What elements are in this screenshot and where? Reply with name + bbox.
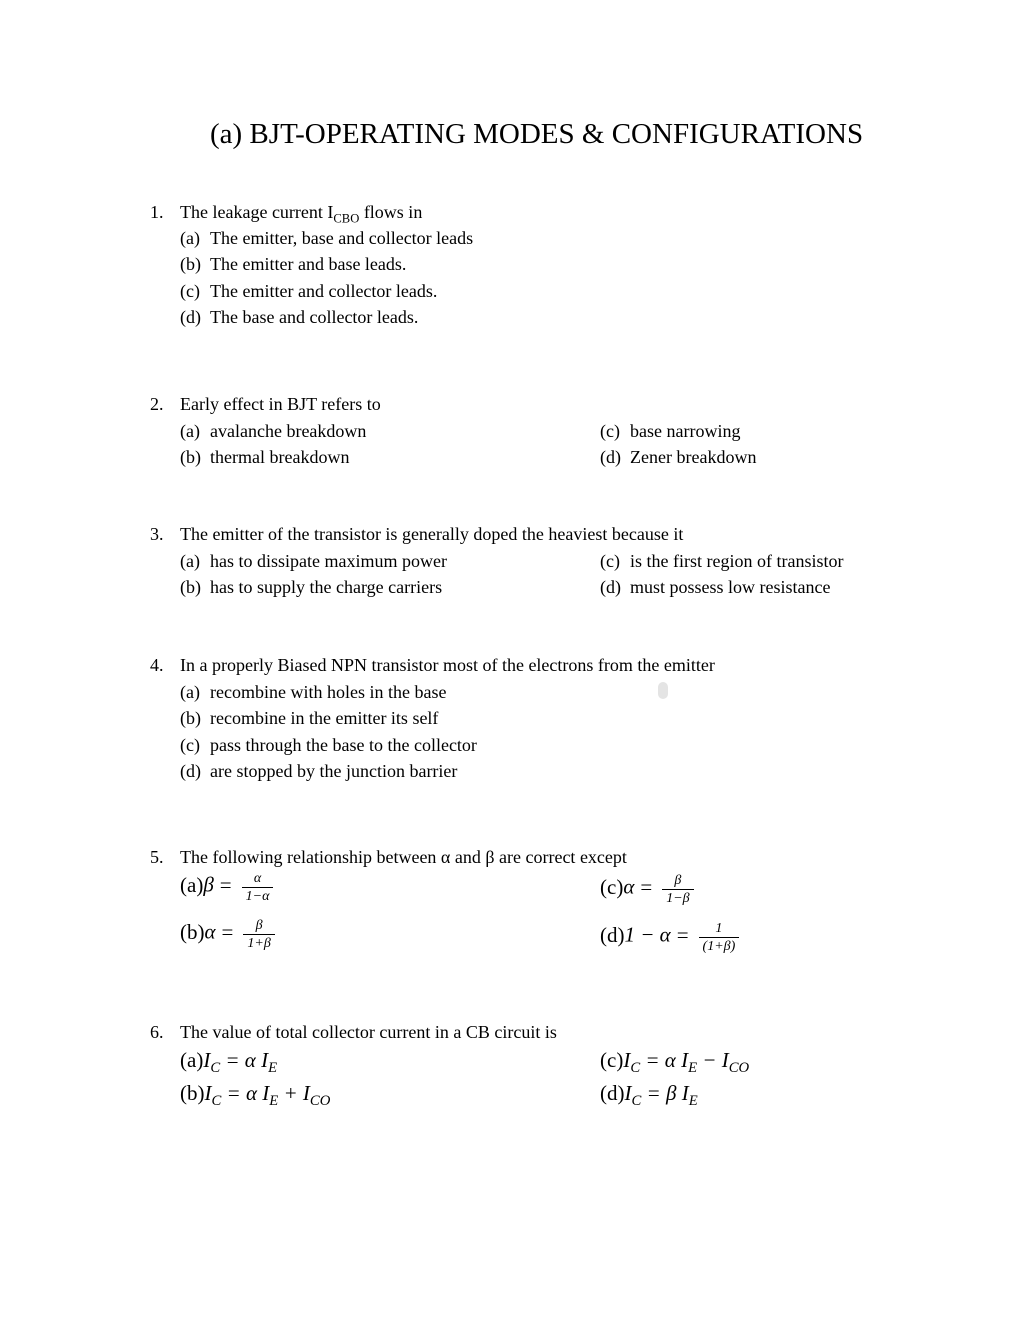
question-text: The leakage current $I_{CBO}$ flows in [180,202,423,226]
option-d: (d) Zener breakdown [600,447,757,467]
question-number: 4. [150,655,164,675]
option-d: (d) The base and collector leads. [180,307,419,327]
option-c: (c) is the first region of transistor [600,551,844,571]
option-c: $(c)I_C = \alpha$ $I_E - I_{CO}$ [600,1048,750,1077]
option-c: (c) The emitter and collector leads. [180,281,438,301]
option-a: (a) recombine with holes in the base [180,682,447,702]
scroll-indicator [658,682,668,699]
option-a: (a) has to dissipate maximum power [180,551,447,571]
page-title: (a) BJT-OPERATING MODES & CONFIGURATIONS [210,118,864,150]
option-c: (c) pass through the base to the collector [180,735,477,755]
option-b: $(b)I_C = \alpha$ $I_E + I_{CO}$ [180,1081,331,1110]
option-a: (a)β = $\frac{\alpha}{1-\alpha}$ [180,870,273,905]
question-number: 6. [150,1022,164,1042]
question-text: The following relationship between α and β are correct except [180,847,627,867]
option-d: $(d)I_C = \beta$ $I_E$ [600,1081,698,1110]
option-d: (d) must possess low resistance [600,577,831,597]
question-text: In a properly Biased NPN transistor most of the electrons from the emitter [180,655,715,675]
question-number: 3. [150,524,164,544]
option-d: (d)1 − α = $\frac{1}{(1+\beta)}$ [600,920,739,955]
option-d: (d) are stopped by the junction barrier [180,761,458,781]
option-b: (b) recombine in the emitter its self [180,708,439,728]
option-a: $(a)I_C = \alpha$ $I_E$ [180,1048,278,1077]
option-c: (c) base narrowing [600,421,741,441]
question-number: 5. [150,847,164,867]
question-number: 2. [150,394,164,414]
option-b: (b) The emitter and base leads. [180,254,407,274]
question-text: The value of total collector current in a CB circuit is [180,1022,557,1042]
option-c: (c)α = $\frac{\beta}{1-\beta}$ [600,872,694,907]
option-b: (b) has to supply the charge carriers [180,577,443,597]
option-a: (a) avalanche breakdown [180,421,367,441]
option-b: (b)α = $\frac{\beta}{1+\beta}$ [180,917,275,952]
question-text: Early effect in BJT refers to [180,394,381,414]
option-a: (a) The emitter, base and collector leads [180,228,474,248]
question-text: The emitter of the transistor is generally doped the heaviest because it [180,524,684,544]
question-number: 1. [150,202,164,222]
option-b: (b) thermal breakdown [180,447,350,467]
